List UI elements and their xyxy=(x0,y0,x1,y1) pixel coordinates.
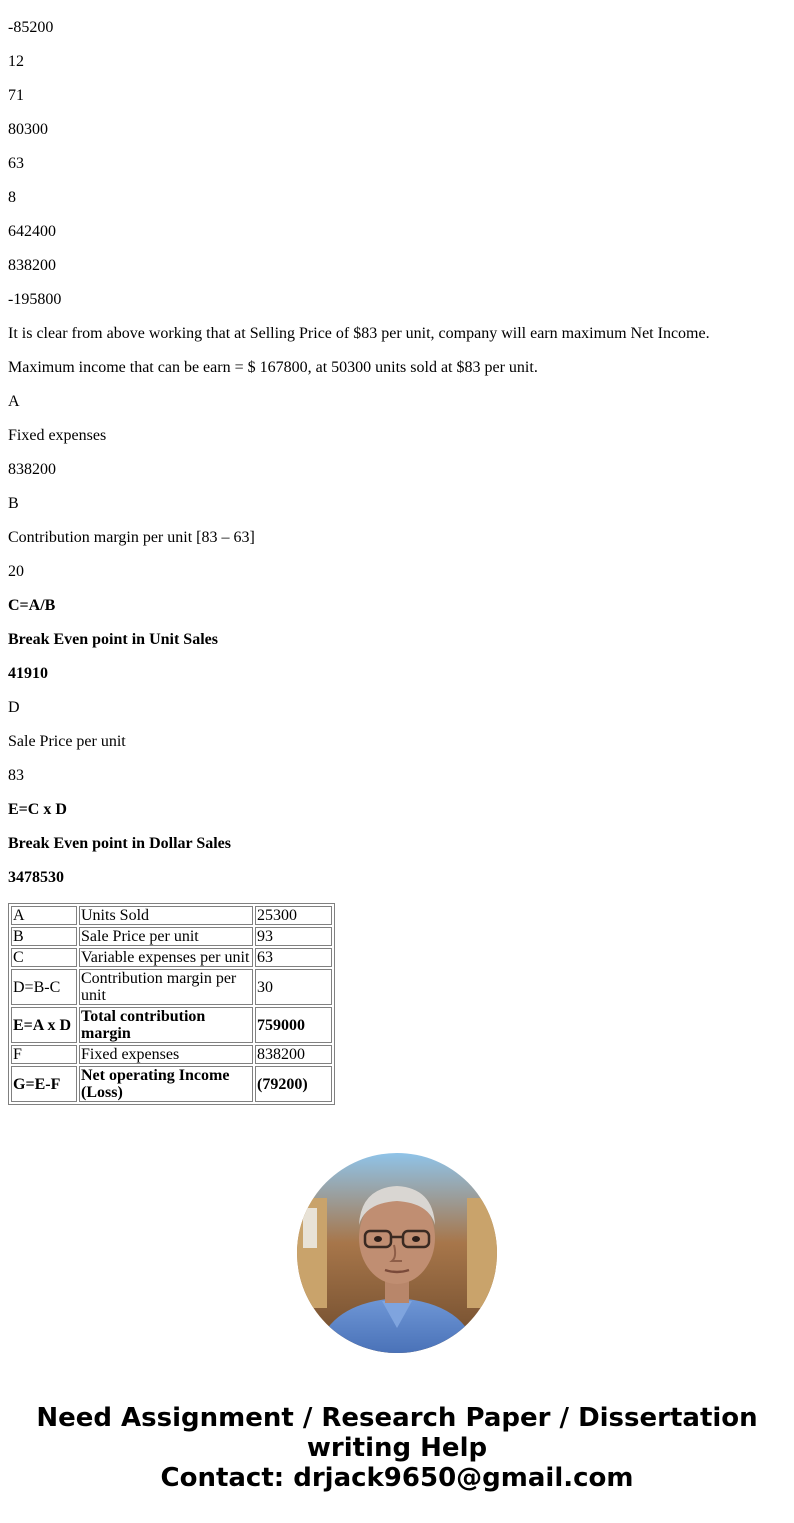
text-line: 838200 xyxy=(8,461,56,478)
promo-line-1: Need Assignment / Research Paper / Dissertation xyxy=(36,1403,758,1433)
row-code-cell: D=B-C xyxy=(11,969,77,1005)
text-line: Break Even point in Unit Sales xyxy=(8,631,218,648)
table-row xyxy=(11,948,332,967)
income-statement-table xyxy=(8,903,335,1105)
table-body xyxy=(11,906,332,1102)
row-value-cell: 759000 xyxy=(255,1007,332,1043)
text-line: 3478530 xyxy=(8,869,64,886)
row-value-cell: 838200 xyxy=(255,1045,332,1064)
row-value-cell: 30 xyxy=(255,969,332,1005)
text-line: 83 xyxy=(8,767,24,784)
row-label-cell: Net operating Income (Loss) xyxy=(79,1066,253,1102)
row-code-cell: F xyxy=(11,1045,77,1064)
text-line: 20 xyxy=(8,563,24,580)
promo-line-2: writing Help xyxy=(306,1433,488,1463)
avatar-photo xyxy=(297,1153,497,1353)
text-line: 8 xyxy=(8,189,16,206)
text-line: 642400 xyxy=(8,223,56,240)
text-line: E=C x D xyxy=(8,801,67,818)
text-line: 41910 xyxy=(8,665,48,682)
author-avatar xyxy=(297,1153,497,1353)
text-line: Fixed expenses xyxy=(8,427,107,444)
text-line: 71 xyxy=(8,87,24,104)
text-line: Sale Price per unit xyxy=(8,733,126,750)
row-code-cell: C xyxy=(11,948,77,967)
text-line: Contribution margin per unit [83 – 63] xyxy=(8,529,255,546)
row-code-cell: A xyxy=(11,906,77,925)
table-row xyxy=(11,927,332,946)
table-row xyxy=(11,1045,332,1064)
table-row xyxy=(11,969,332,1005)
table-row xyxy=(11,906,332,925)
text-line: -195800 xyxy=(8,291,62,308)
row-code-cell: E=A x D xyxy=(11,1007,77,1043)
promo-contact: Contact: drjack9650@gmail.com xyxy=(160,1463,634,1493)
row-label-cell: Contribution margin per unit xyxy=(79,969,253,1005)
row-label-cell: Units Sold xyxy=(79,906,253,925)
row-label-cell: Sale Price per unit xyxy=(79,927,253,946)
row-value-cell: 63 xyxy=(255,948,332,967)
text-line: 80300 xyxy=(8,121,48,138)
promo-banner xyxy=(0,1403,794,1493)
row-label-cell: Fixed expenses xyxy=(79,1045,253,1064)
document-body xyxy=(8,0,786,884)
table-row xyxy=(11,1007,332,1043)
text-line: Break Even point in Dollar Sales xyxy=(8,835,231,852)
row-value-cell: 93 xyxy=(255,927,332,946)
text-line: -85200 xyxy=(8,19,54,36)
text-line: It is clear from above working that at Selling Price of $83 per unit, company will earn maximum Net Income. xyxy=(8,325,710,342)
text-line: 838200 xyxy=(8,257,56,274)
text-line: 12 xyxy=(8,53,24,70)
text-line: 63 xyxy=(8,155,24,172)
row-label-cell: Total contribution margin xyxy=(79,1007,253,1043)
row-value-cell: (79200) xyxy=(255,1066,332,1102)
row-label-cell: Variable expenses per unit xyxy=(79,948,253,967)
row-value-cell: 25300 xyxy=(255,906,332,925)
row-code-cell: G=E-F xyxy=(11,1066,77,1102)
text-line: B xyxy=(8,495,19,512)
text-line: D xyxy=(8,699,20,716)
table-row xyxy=(11,1066,332,1102)
text-line: Maximum income that can be earn = $ 167800, at 50300 units sold at $83 per unit. xyxy=(8,359,538,376)
row-code-cell: B xyxy=(11,927,77,946)
text-line: C=A/B xyxy=(8,597,56,614)
text-line: A xyxy=(8,393,20,410)
